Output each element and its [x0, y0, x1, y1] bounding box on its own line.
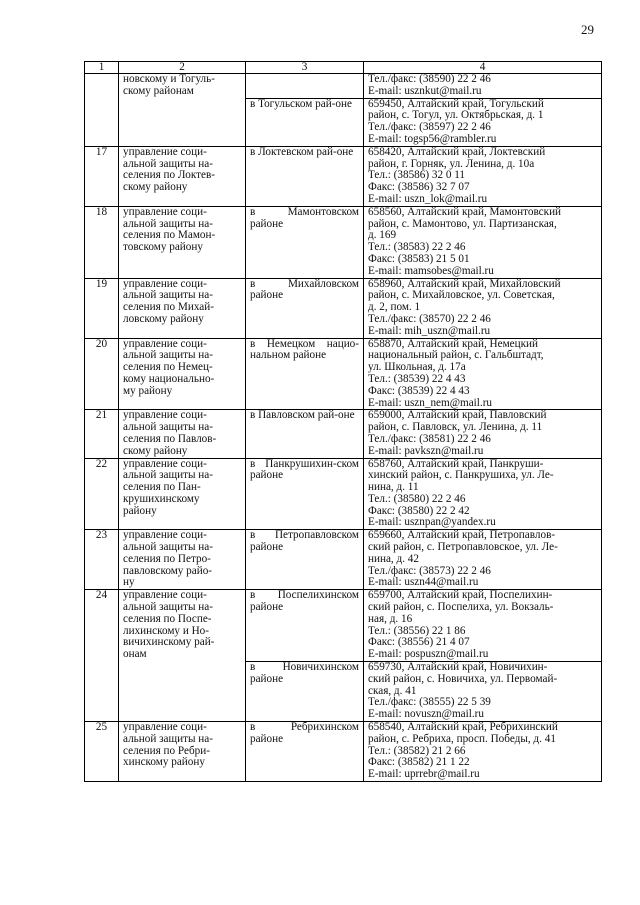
- organization-line: селения по Петро-: [123, 552, 211, 565]
- organization-line: павловскому райо-: [123, 564, 213, 577]
- contact-line: 658760, Алтайский край, Панкруши-: [368, 457, 544, 470]
- organization-line: новскому и Тогуль-: [123, 73, 215, 85]
- organization-cell: [119, 722, 246, 782]
- organization-line: кому национально-: [123, 372, 215, 385]
- organization-line: крушихинскому: [123, 492, 200, 505]
- organization-line: онам: [123, 648, 147, 661]
- contact-line: E-mail: mih_uszn@mail.ru: [368, 324, 491, 337]
- contact-line: ский район, с. Петропавловское, ул. Ле-: [368, 541, 558, 554]
- row-number: 24: [85, 590, 119, 722]
- contact-line: район, с. Павловск, ул. Ленина, д. 11: [368, 421, 543, 434]
- contact-line: Факс: (38580) 22 2 42: [368, 504, 470, 517]
- contact-line: д. 2, пом. 1: [368, 301, 421, 314]
- row-number: 22: [85, 458, 119, 530]
- district-cell: в Петропавловском районе: [246, 530, 364, 590]
- contact-line: 659450, Алтайский край, Тогульский: [368, 97, 544, 110]
- organization-line: управление соци-: [123, 145, 207, 158]
- contact-line: район, с. Михайловское, ул. Советская,: [368, 289, 555, 302]
- district-cell: в Тогульском рай-онe: [246, 98, 364, 146]
- contact-line: район, с. Тогул, ул. Октябрьская, д. 1: [368, 109, 544, 122]
- contact-line: Тел./факс: (38573) 22 2 46: [368, 564, 491, 577]
- organization-line: альной защиты на-: [123, 217, 213, 230]
- contact-line: район, с. Ребриха, просп. Победы, д. 41: [368, 732, 556, 745]
- contact-line: E-mail: novuszn@mail.ru: [368, 708, 484, 721]
- organization-line: альной защиты на-: [123, 289, 213, 302]
- organization-line: управление соци-: [123, 277, 207, 290]
- organization-line: альной защиты на-: [123, 421, 213, 434]
- contact-line: 659730, Алтайский край, Новичихин-: [368, 661, 548, 674]
- table-row: [85, 338, 602, 410]
- organization-line: скому району: [123, 444, 188, 457]
- contact-line: E-mail: pavkszn@mail.ru: [368, 444, 484, 457]
- table-row: [85, 74, 602, 99]
- organization-line: управление соци-: [123, 409, 207, 422]
- contact-line: E-mail: usznkut@mail.ru: [368, 84, 482, 97]
- organization-line: селения по Локтев-: [123, 169, 215, 182]
- contact-line: ский район, с. Новичиха, ул. Первомай-: [368, 672, 558, 685]
- contact-line: район, г. Горняк, ул. Ленина, д. 10а: [368, 157, 535, 170]
- contact-line: д. 169: [368, 229, 397, 242]
- contacts-cell: [364, 410, 602, 458]
- organization-line: селения по Мамон-: [123, 229, 216, 242]
- contact-line: 658870, Алтайский край, Немецкий: [368, 337, 539, 350]
- contact-line: E-mail: uszn_lok@mail.ru: [368, 192, 488, 205]
- contacts-cell: [364, 278, 602, 338]
- organization-line: скому районам: [123, 84, 194, 97]
- district-cell: в Локтевском рай-оне: [246, 146, 364, 206]
- contact-line: E-mail: togsp56@rambler.ru: [368, 132, 497, 145]
- contacts-cell: [364, 458, 602, 530]
- table-row: [85, 410, 602, 458]
- organization-line: управление соци-: [123, 529, 207, 542]
- table-row: [85, 146, 602, 206]
- contact-line: E-mail: uszn44@mail.ru: [368, 576, 479, 589]
- organization-line: ну: [123, 576, 135, 589]
- organization-cell: [119, 458, 246, 530]
- organization-line: альной защиты на-: [123, 601, 213, 614]
- contact-line: E-mail: mamsobes@mail.ru: [368, 264, 494, 277]
- contact-line: ул. Школьная, д. 17а: [368, 361, 466, 374]
- table-row: [85, 458, 602, 530]
- organization-line: скому району: [123, 181, 188, 194]
- district-cell: в Поспелихинском районе: [246, 590, 364, 662]
- district-cell: в Мамонтовском районе: [246, 206, 364, 278]
- contacts-cell: [364, 530, 602, 590]
- offices-table: [84, 61, 602, 782]
- organization-cell: [119, 410, 246, 458]
- organization-line: альной защиты на-: [123, 732, 213, 745]
- organization-line: управление соци-: [123, 337, 207, 350]
- contact-line: Тел./факс: (38590) 22 2 46: [368, 73, 491, 85]
- organization-line: альной защиты на-: [123, 349, 213, 362]
- contact-line: E-mail: usznpan@yandex.ru: [368, 516, 496, 529]
- contact-line: E-mail: uszn_nem@mail.ru: [368, 396, 493, 409]
- organization-line: селения по Ребри-: [123, 744, 210, 757]
- contact-line: Факс: (38582) 21 1 22: [368, 756, 470, 769]
- district-cell: в Павловском рай-оне: [246, 410, 364, 458]
- contact-line: район, с. Мамонтово, ул. Партизанская,: [368, 217, 557, 230]
- row-number: 21: [85, 410, 119, 458]
- row-number: 25: [85, 722, 119, 782]
- contact-line: Факс: (38583) 21 5 01: [368, 252, 470, 265]
- contacts-cell: [364, 662, 602, 722]
- organization-line: хинскому району: [123, 756, 205, 769]
- contact-line: 659660, Алтайский край, Петропавлов-: [368, 529, 556, 542]
- organization-cell: [119, 278, 246, 338]
- contact-line: ский район, с. Поспелиха, ул. Вокзаль-: [368, 601, 554, 614]
- district-cell: в Ребрихинском районе: [246, 722, 364, 782]
- organization-line: селения по Пан-: [123, 481, 201, 494]
- row-number: 23: [85, 530, 119, 590]
- organization-line: ловскому району: [123, 312, 204, 325]
- contact-line: хинский район, с. Панкрушиха, ул. Ле-: [368, 469, 554, 482]
- contact-line: Тел./факс: (38597) 22 2 46: [368, 121, 491, 134]
- contact-line: Факс: (38586) 32 7 07: [368, 181, 470, 194]
- contacts-cell: [364, 338, 602, 410]
- organization-cell: [119, 338, 246, 410]
- organization-line: управление соци-: [123, 457, 207, 470]
- contact-line: Тел.: (38582) 21 2 66: [368, 744, 466, 757]
- district-cell: в Немецком нацио-нальном районе: [246, 338, 364, 410]
- district-cell: в Михайловском районе: [246, 278, 364, 338]
- table-row: [85, 722, 602, 782]
- contact-line: ная, д. 16: [368, 612, 413, 625]
- organization-line: управление соци-: [123, 721, 207, 734]
- organization-cell: [119, 146, 246, 206]
- row-number: [85, 74, 119, 147]
- contact-line: Тел.: (38556) 22 1 86: [368, 624, 466, 637]
- district-cell: в Панкрушихин-ском районе: [246, 458, 364, 530]
- organization-cell: [119, 590, 246, 722]
- contact-line: E-mail: uprrebr@mail.ru: [368, 768, 480, 781]
- organization-line: селения по Немец-: [123, 361, 213, 374]
- contacts-cell: [364, 590, 602, 662]
- contact-line: 658560, Алтайский край, Мамонтовский: [368, 205, 562, 218]
- organization-line: селения по Павлов-: [123, 432, 217, 445]
- organization-line: му району: [123, 384, 173, 397]
- contacts-cell: [364, 146, 602, 206]
- contact-line: 658960, Алтайский край, Михайловский: [368, 277, 561, 290]
- row-number: 18: [85, 206, 119, 278]
- table-row: [85, 530, 602, 590]
- organization-line: лихинскому и Но-: [123, 624, 210, 637]
- header-col-4: 4: [364, 62, 602, 74]
- district-cell: в Новичихинском районе: [246, 662, 364, 722]
- organization-line: селения по Михай-: [123, 301, 214, 314]
- contact-line: Тел./факс: (38581) 22 2 46: [368, 432, 491, 445]
- header-col-2: 2: [119, 62, 246, 74]
- contact-line: Тел.: (38539) 22 4 43: [368, 372, 466, 385]
- contact-line: нина, д. 11: [368, 481, 419, 494]
- row-number: 19: [85, 278, 119, 338]
- contact-line: 659700, Алтайский край, Поспелихин-: [368, 589, 553, 602]
- contact-line: нина, д. 42: [368, 552, 419, 565]
- contact-line: 658540, Алтайский край, Ребрихинский: [368, 721, 558, 734]
- organization-cell: [119, 206, 246, 278]
- contacts-cell: [364, 74, 602, 99]
- organization-line: альной защиты на-: [123, 469, 213, 482]
- contact-line: ская, д. 41: [368, 684, 417, 697]
- row-number: 17: [85, 146, 119, 206]
- organization-cell: [119, 74, 246, 147]
- contact-line: Тел.: (38583) 22 2 46: [368, 241, 466, 254]
- organization-line: селения по Поспе-: [123, 612, 212, 625]
- contact-line: Факс: (38539) 22 4 43: [368, 384, 470, 397]
- organization-line: району: [123, 504, 157, 517]
- row-number: 20: [85, 338, 119, 410]
- organization-line: вичихинскому рай-: [123, 636, 215, 649]
- contact-line: Тел.: (38580) 22 2 46: [368, 492, 466, 505]
- header-col-3: 3: [246, 62, 364, 74]
- organization-cell: [119, 530, 246, 590]
- organization-line: альной защиты на-: [123, 541, 213, 554]
- header-row: [85, 62, 602, 74]
- header-col-1: 1: [85, 62, 119, 74]
- contacts-cell: [364, 98, 602, 146]
- page-number: 29: [581, 22, 594, 37]
- table-row: [85, 206, 602, 278]
- contacts-cell: [364, 722, 602, 782]
- contact-line: 658420, Алтайский край, Локтевский: [368, 145, 546, 158]
- table-row: [85, 278, 602, 338]
- contact-line: национальный район, с. Гальбштадт,: [368, 349, 544, 362]
- contacts-cell: [364, 206, 602, 278]
- organization-line: товскому району: [123, 241, 203, 254]
- contact-line: E-mail: pospuszn@mail.ru: [368, 648, 489, 661]
- contact-line: 659000, Алтайский край, Павловский: [368, 409, 547, 422]
- table-row: [85, 590, 602, 662]
- contact-line: Тел./факс: (38555) 22 5 39: [368, 696, 491, 709]
- contact-line: Тел./факс: (38570) 22 2 46: [368, 312, 491, 325]
- contact-line: Тел.: (38586) 32 0 11: [368, 169, 466, 182]
- organization-line: альной защиты на-: [123, 157, 213, 170]
- organization-line: управление соци-: [123, 589, 207, 602]
- district-cell: [246, 74, 364, 99]
- contact-line: Факс: (38556) 21 4 07: [368, 636, 470, 649]
- organization-line: управление соци-: [123, 205, 207, 218]
